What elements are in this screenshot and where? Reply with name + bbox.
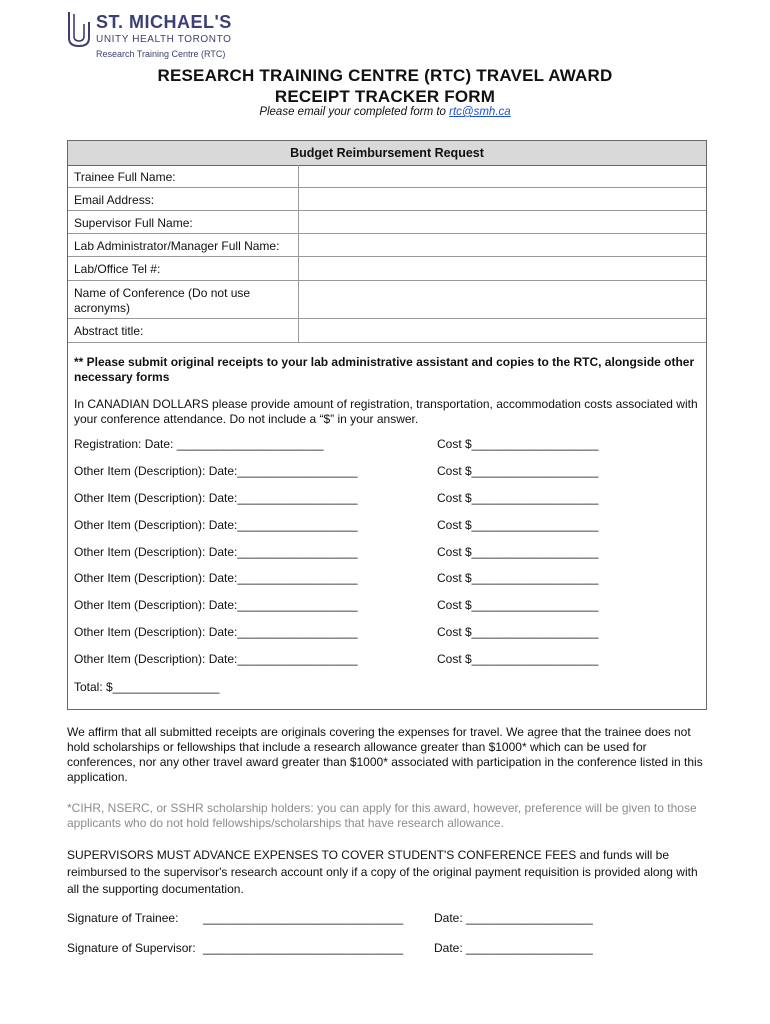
other-item-date-field[interactable]: Other Item (Description): Date:__________________ [74, 598, 358, 612]
logo-org-unit: Research Training Centre (RTC) [96, 49, 226, 59]
field-supervisor-name [68, 211, 706, 234]
field-label: Abstract title: [74, 324, 144, 338]
supervisor-name-input[interactable] [298, 211, 707, 233]
receipts-note: ** Please submit original receipts to your lab administrative assistant and copies to the RTC, alongside other necessary forms [74, 355, 695, 384]
field-trainee-name [68, 165, 706, 188]
affirmation-text: We affirm that all submitted receipts are originals covering the expenses for travel. We agree that the trainee does not hold scholarships or fellowships that include a research allowance greater than $1000* which can be used for conferences, nor any other travel award greater than $1000* associated with participation in the conference listed in this application. [67, 725, 703, 784]
field-label: Lab Administrator/Manager Full Name: [74, 239, 280, 253]
page-title-line1: RESEARCH TRAINING CENTRE (RTC) TRAVEL AWARD [157, 66, 613, 85]
trainee-signature-label: Signature of Trainee: [67, 911, 179, 925]
field-label: Name of Conference (Do not use acronyms) [74, 286, 251, 315]
field-lab-admin-name [68, 234, 706, 257]
field-label: Email Address: [74, 193, 155, 207]
st-michaels-logo-icon [66, 10, 92, 48]
other-item-date-field[interactable]: Other Item (Description): Date:__________________ [74, 652, 358, 666]
other-item-date-field[interactable]: Other Item (Description): Date:__________________ [74, 571, 358, 585]
supervisor-note: SUPERVISORS MUST ADVANCE EXPENSES TO COVER STUDENT'S CONFERENCE FEES and funds will be reimbursed to the supervisor's research account only if a copy of the original payment requisition is provided along with all the supporting documentation. [67, 848, 698, 896]
budget-form [67, 140, 707, 710]
registration-date-field[interactable]: Registration: Date: ______________________ [74, 437, 324, 451]
other-item-cost-field[interactable]: Cost $___________________ [437, 625, 599, 639]
other-item-cost-field[interactable]: Cost $___________________ [437, 545, 599, 559]
other-item-date-field[interactable]: Other Item (Description): Date:__________________ [74, 545, 358, 559]
total-field[interactable]: Total: $________________ [74, 680, 220, 694]
field-lab-tel [68, 257, 706, 281]
supervisor-signature-label: Signature of Supervisor: [67, 941, 196, 955]
lab-tel-input[interactable] [298, 257, 707, 280]
trainee-name-input[interactable] [298, 165, 707, 187]
supervisor-signature-field[interactable]: ______________________________ [203, 941, 404, 955]
logo [66, 8, 266, 58]
other-item-date-field[interactable]: Other Item (Description): Date:__________________ [74, 491, 358, 505]
other-item-cost-field[interactable]: Cost $___________________ [437, 464, 599, 478]
cad-note: In CANADIAN DOLLARS please provide amount of registration, transportation, accommodation costs associated with your conference attendance. Do not include a “$” in your answer. [74, 397, 698, 426]
page-title-line2: RECEIPT TRACKER FORM [274, 87, 496, 106]
conference-name-input[interactable] [298, 281, 707, 318]
other-item-date-field[interactable]: Other Item (Description): Date:__________________ [74, 518, 358, 532]
other-item-date-field[interactable]: Other Item (Description): Date:__________________ [74, 625, 358, 639]
field-label: Supervisor Full Name: [74, 216, 193, 230]
registration-cost-field[interactable]: Cost $___________________ [437, 437, 599, 451]
abstract-title-input[interactable] [298, 319, 707, 342]
email-input[interactable] [298, 188, 707, 210]
scholarship-footnote: *CIHR, NSERC, or SSHR scholarship holders: you can apply for this award, however, preference will be given to those applicants who do not hold fellowships/scholarships that have research allowance. [67, 801, 697, 830]
other-item-cost-field[interactable]: Cost $___________________ [437, 598, 599, 612]
other-item-cost-field[interactable]: Cost $___________________ [437, 652, 599, 666]
field-label: Trainee Full Name: [74, 170, 176, 184]
logo-org-sub: UNITY HEALTH TORONTO [96, 34, 232, 45]
field-abstract-title [68, 319, 706, 343]
field-label: Lab/Office Tel #: [74, 262, 161, 276]
other-item-date-field[interactable]: Other Item (Description): Date:__________________ [74, 464, 358, 478]
field-email [68, 188, 706, 211]
other-item-cost-field[interactable]: Cost $___________________ [437, 518, 599, 532]
other-item-cost-field[interactable]: Cost $___________________ [437, 571, 599, 585]
other-item-cost-field[interactable]: Cost $___________________ [437, 491, 599, 505]
email-link[interactable]: rtc@smh.ca [449, 106, 511, 118]
field-conference-name [68, 281, 706, 319]
trainee-signature-field[interactable]: ______________________________ [203, 911, 404, 925]
email-prefix: Please email your completed form to [259, 106, 450, 118]
budget-section-title: Budget Reimbursement Request [68, 141, 706, 166]
logo-org-name: ST. MICHAEL'S [96, 12, 232, 32]
trainee-date-field[interactable]: Date: ___________________ [434, 911, 593, 925]
lab-admin-name-input[interactable] [298, 234, 707, 256]
supervisor-date-field[interactable]: Date: ___________________ [434, 941, 593, 955]
email-instruction [0, 106, 770, 118]
